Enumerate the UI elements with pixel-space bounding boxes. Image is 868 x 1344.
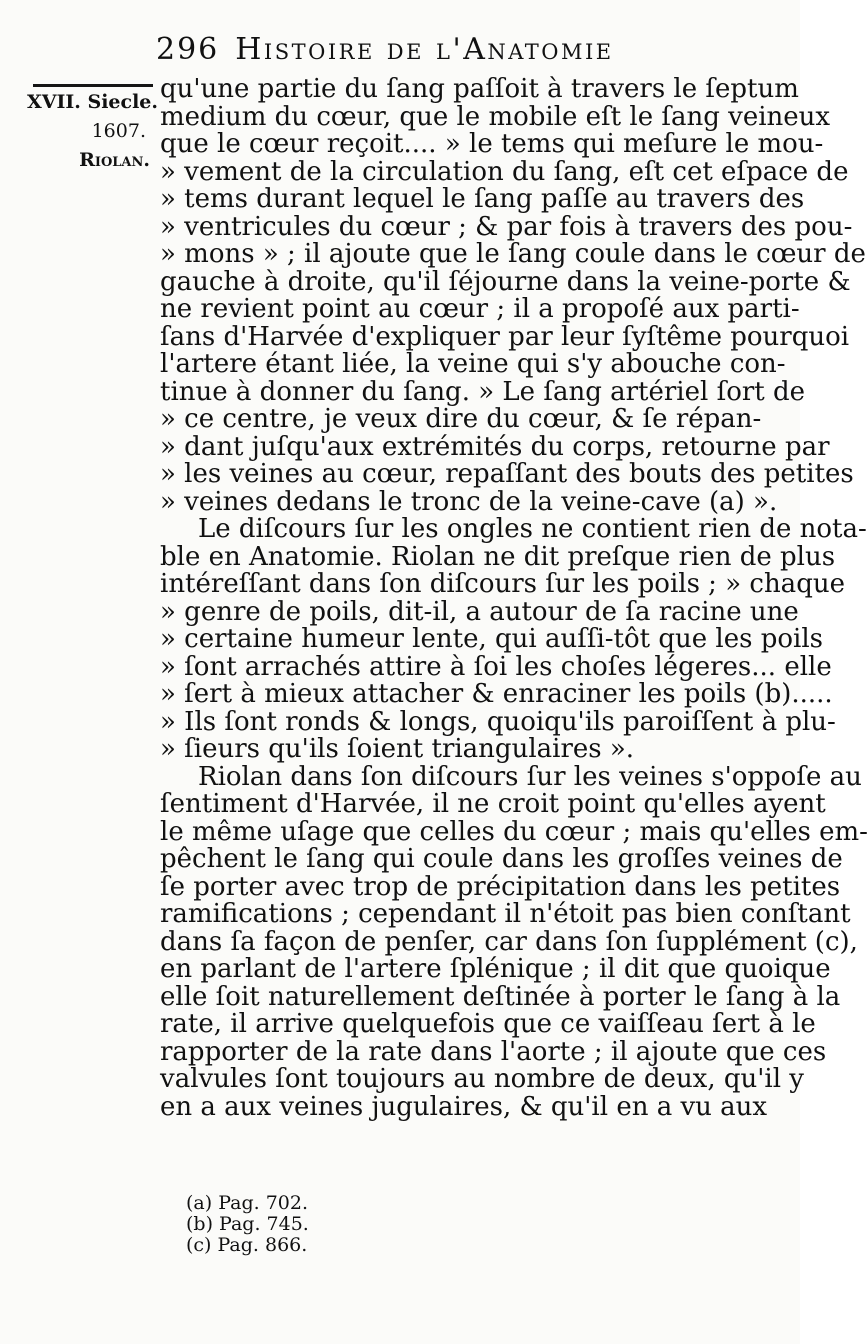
running-title: Histoire de l'Anatomie xyxy=(235,32,614,67)
text-line: » Ils ſont ronds & longs, quoiqu'ils paroiſſent à plu- xyxy=(160,706,836,737)
text-line: » certaine humeur lente, qui auſſi-tôt que les poils xyxy=(160,624,823,654)
text-line: ble en Anatomie. Riolan ne dit preſque rien de plus xyxy=(160,541,836,572)
text-line: rapporter de la rate dans l'aorte ; il ajoute que ces xyxy=(160,1036,827,1067)
text-line: ne revient point au cœur ; il a propoſé aux parti- xyxy=(160,294,800,324)
text-line: le même uſage que celles du cœur ; mais qu'elles em- xyxy=(160,816,868,847)
text-line: gauche à droite, qu'il ſéjourne dans la veine-porte & xyxy=(160,266,851,297)
footnote: (b) Pag. 745. xyxy=(186,1213,309,1235)
text-line: Riolan dans ſon diſcours ſur les veines s'oppoſe au xyxy=(198,761,862,792)
text-line: » ce centre, je veux dire du cœur, & ſe répan- xyxy=(160,404,762,434)
text-line: en parlant de l'artere ſplénique ; il dit que quoique xyxy=(160,954,831,984)
text-line: l'artere étant liée, la veine qui s'y abouche con- xyxy=(160,349,786,379)
footnote: (c) Pag. 866. xyxy=(186,1234,308,1256)
text-line: ſe porter avec trop de précipitation dans les petites xyxy=(160,871,841,902)
text-line: » genre de poils, dit-il, a autour de ſa racine une xyxy=(160,596,799,627)
text-line: » veines dedans le tronc de la veine-cave (a) ». xyxy=(160,486,778,517)
text-line: Le diſcours ſur les ongles ne contient rien de nota- xyxy=(198,514,867,544)
margin-year: 1607. xyxy=(91,120,146,142)
text-line: » mons » ; il ajoute que le ſang coule dans le cœur de xyxy=(160,239,866,269)
text-line: » vement de la circulation du ſang, eſt cet eſpace de xyxy=(160,156,849,187)
text-line: medium du cœur, que le mobile eſt le ſang veineux xyxy=(160,101,831,132)
text-line: ramifications ; cependant il n'étoit pas bien conſtant xyxy=(160,899,851,929)
text-line: » les veines au cœur, repaſſant des bouts des petites xyxy=(160,459,854,489)
text-line: qu'une partie du ſang paſſoit à travers le ſeptum xyxy=(160,74,799,104)
text-line: tinue à donner du ſang. » Le ſang artériel ſort de xyxy=(160,376,806,407)
footnote: (a) Pag. 702. xyxy=(186,1192,308,1214)
text-line: » ſont arrachés attire à ſoi les choſes légeres... elle xyxy=(160,651,832,682)
text-line: » tems durant lequel le ſang paſſe au travers des xyxy=(160,184,805,214)
text-line: en a aux veines jugulaires, & qu'il en a vu aux xyxy=(160,1091,768,1122)
page-header xyxy=(156,32,686,72)
text-line: que le cœur reçoit.... » le tems qui meſure le mou- xyxy=(160,129,824,159)
text-line: pêchent le ſang qui coule dans les groſſes veines de xyxy=(160,844,843,874)
body-text xyxy=(160,74,868,1122)
text-line: » ſert à mieux attacher & enraciner les poils (b)..... xyxy=(160,679,833,709)
text-line: » ventricules du cœur ; & par fois à travers des pou- xyxy=(160,211,853,242)
text-line: ſentiment d'Harvée, il ne croit point qu'elles ayent xyxy=(160,789,826,819)
margin-notes xyxy=(18,88,158,175)
footnotes xyxy=(186,1193,486,1256)
text-line: » ſieurs qu'ils ſoient triangulaires ». xyxy=(160,734,635,764)
margin-century: XVII. Siecle. xyxy=(26,91,158,113)
margin-name: Riolan. xyxy=(79,149,150,171)
margin-rule xyxy=(33,84,153,87)
text-line: ſans d'Harvée d'expliquer par leur ſyſtême pourquoi xyxy=(160,321,850,352)
text-line: elle ſoit naturellement deſtinée à porter le ſang à la xyxy=(160,981,841,1012)
text-line: valvules ſont toujours au nombre de deux, qu'il y xyxy=(160,1064,804,1094)
page-number: 296 xyxy=(156,32,220,67)
text-line: » dant juſqu'aux extrémités du corps, retourne par xyxy=(160,431,830,462)
text-line: intéreſſant dans ſon diſcours ſur les poils ; » chaque xyxy=(160,569,845,599)
text-line: rate, il arrive quelquefois que ce vaiſſeau ſert à le xyxy=(160,1009,816,1039)
text-line: dans ſa façon de penſer, car dans ſon ſupplément (c), xyxy=(160,926,858,957)
